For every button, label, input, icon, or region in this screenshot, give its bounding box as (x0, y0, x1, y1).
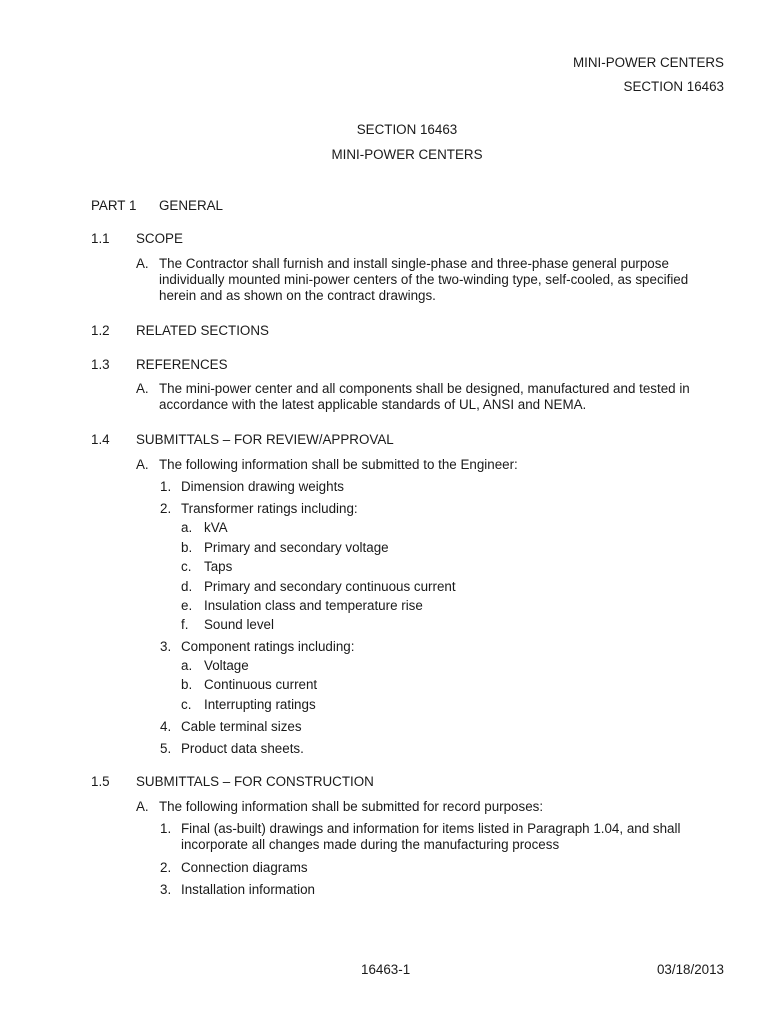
header-title: MINI-POWER CENTERS (572, 55, 724, 70)
sublist-marker: c. (181, 559, 192, 574)
list-item-text: Connection diagrams (181, 860, 308, 875)
article-number: 1.3 (91, 357, 110, 372)
sublist-text: Primary and secondary continuous current (204, 579, 456, 594)
list-item-text: Cable terminal sizes (181, 719, 302, 734)
sublist-marker: b. (181, 540, 193, 555)
list-item-text: Transformer ratings including: (181, 501, 358, 516)
paragraph-text: The following information shall be submitted to the Engineer: (159, 457, 518, 472)
list-item-text: Final (as-built) drawings and information for items listed in Paragraph 1.04, and shall incorporate all changes made during the manufacturing process (181, 821, 681, 852)
article-title: RELATED SECTIONS (136, 323, 269, 338)
sublist-text: Voltage (204, 658, 249, 673)
article-number: 1.5 (91, 774, 110, 789)
page-number: 16463-1 (361, 962, 411, 977)
list-item-text: Component ratings including: (181, 639, 355, 654)
list-item-marker: 4. (160, 719, 172, 734)
list-item-marker: 2. (160, 501, 172, 516)
list-item-marker: 5. (160, 741, 172, 756)
paragraph-marker: A. (136, 381, 149, 396)
sublist-text: Taps (204, 559, 233, 574)
article-title: SCOPE (136, 231, 183, 246)
sublist-text: Continuous current (204, 677, 318, 692)
sublist-text: Insulation class and temperature rise (204, 598, 423, 613)
paragraph-marker: A. (136, 457, 149, 472)
sublist-marker: f. (181, 617, 189, 632)
paragraph-text: The following information shall be submitted for record purposes: (159, 799, 544, 814)
article-title: SUBMITTALS – FOR CONSTRUCTION (136, 774, 374, 789)
list-item-marker: 3. (160, 882, 172, 897)
list-item-text: Dimension drawing weights (181, 479, 344, 494)
article-title: REFERENCES (136, 357, 228, 372)
doc-section-number: SECTION 16463 (356, 122, 458, 137)
article-number: 1.2 (91, 323, 110, 338)
article-number: 1.1 (91, 231, 110, 246)
sublist-text: Interrupting ratings (204, 697, 316, 712)
list-item-marker: 3. (160, 639, 172, 654)
sublist-marker: c. (181, 697, 192, 712)
paragraph-marker: A. (136, 256, 149, 271)
list-item-marker: 1. (160, 479, 172, 494)
sublist-text: kVA (204, 520, 228, 535)
sublist-marker: a. (181, 520, 193, 535)
sublist-text: Sound level (204, 617, 274, 632)
sublist-marker: a. (181, 658, 193, 673)
sublist-marker: e. (181, 598, 193, 613)
article-number: 1.4 (91, 432, 110, 447)
sublist-marker: d. (181, 579, 193, 594)
header-section: SECTION 16463 (623, 79, 724, 94)
paragraph-marker: A. (136, 799, 149, 814)
footer-date: 03/18/2013 (656, 962, 724, 977)
paragraph-text: The mini-power center and all components shall be designed, manufactured and tested in accordance with the latest applicable standards of UL, ANSI and NEMA. (159, 381, 690, 412)
sublist-text: Primary and secondary voltage (204, 540, 389, 555)
list-item-text: Installation information (181, 882, 315, 897)
doc-title: MINI-POWER CENTERS (331, 147, 483, 162)
list-item-text: Product data sheets. (181, 741, 304, 756)
list-item-marker: 2. (160, 860, 172, 875)
list-item-marker: 1. (160, 821, 172, 836)
paragraph-text: The Contractor shall furnish and install single-phase and three-phase general purpose individually mounted mini-power centers of the two-winding type, self-cooled, as specified herein and as shown on the contract drawings. (159, 256, 689, 303)
part-number: PART 1 (91, 198, 137, 213)
sublist-marker: b. (181, 677, 193, 692)
part-title: GENERAL (159, 198, 223, 213)
article-title: SUBMITTALS – FOR REVIEW/APPROVAL (136, 432, 394, 447)
